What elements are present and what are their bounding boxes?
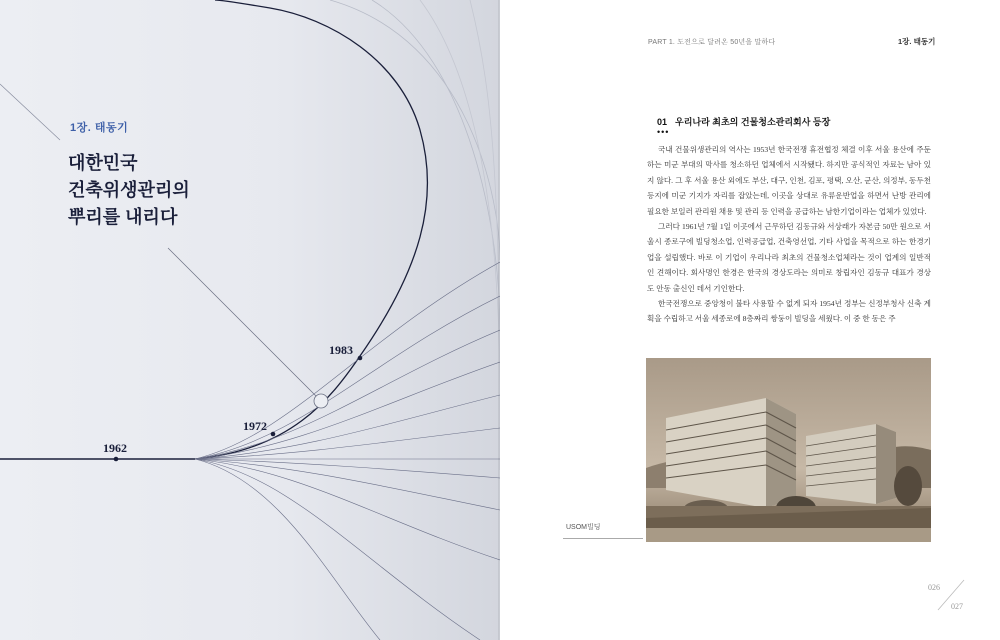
usom-building-photo [646,358,931,542]
section-dots: ••• [657,127,670,137]
page-number-right: 027 [951,602,963,611]
chapter-title-line: 대한민국 [68,153,138,173]
section-number: 01 [657,117,668,127]
section-heading [657,115,830,128]
timeline-year-label: 1983 [329,343,353,357]
chapter-title-line: 건축위생관리의 [68,180,190,200]
timeline-year-label: 1962 [103,441,127,455]
body-text [647,142,931,327]
chapter-title-line: 뿌리를 내리다 [68,207,178,227]
running-chapter: 1장. 태동기 [898,37,936,46]
photo-caption: USOM빌딩 [566,524,601,531]
section-title: 우리나라 최초의 건물청소관리회사 등장 [675,117,831,127]
paragraph: 한국전쟁으로 중앙청이 불타 사용할 수 없게 되자 1954년 정부는 신정부청사 신축 계획을 수립하고 서울 세종로에 8층짜리 쌍둥이 빌딩을 세웠다. 이 중 한 동은 주 [647,299,931,324]
timeline-year-label: 1972 [243,419,267,433]
paragraph: 국내 건물위생관리의 역사는 1953년 한국전쟁 휴전협정 체결 이후 서울 용산에 주둔하는 미군 부대의 막사를 청소하던 업체에서 시작됐다. 하지만 공식적인 자료는 남아 있지 않다. 그 후 서울 용산 외에도 부산, 대구, 인천, 김포, 평택, 오산, 군산, 의정부, 동두천 등지에 미군 기지가 자리를 잡았는데, 이곳을 상대로 유류운반업을 하면서 난방 관리에 필요한 보일러 관리원 채용 및 관리 등 인력을 공급하는 남한기업이라는 업체가 있었다. [647,145,931,216]
running-head: PART 1. 도전으로 달려온 50년을 말하다 [648,39,776,46]
caption-rule [563,538,643,539]
paragraph: 그러다 1961년 7월 1일 이곳에서 근무하던 김동규와 서상래가 자본금 50만 원으로 서울시 종로구에 빌딩청소업, 인력공급업, 건축영선업, 기타 사업을 목적으로 하는 한경기업을 설립했다. 바로 이 기업이 우리나라 최초의 건물청소업체라는 것이 업계의 일반적인 견해이다. 회사명인 한경은 한국의 경상도라는 의미로 창립자인 김동규 대표가 경상도 안동 출신인 데서 기인한다. [647,222,931,293]
chapter-label: 1장. 태동기 [70,122,129,134]
chapter-title [68,150,328,231]
right-page [500,0,1000,640]
page-number-left: 026 [928,583,940,592]
